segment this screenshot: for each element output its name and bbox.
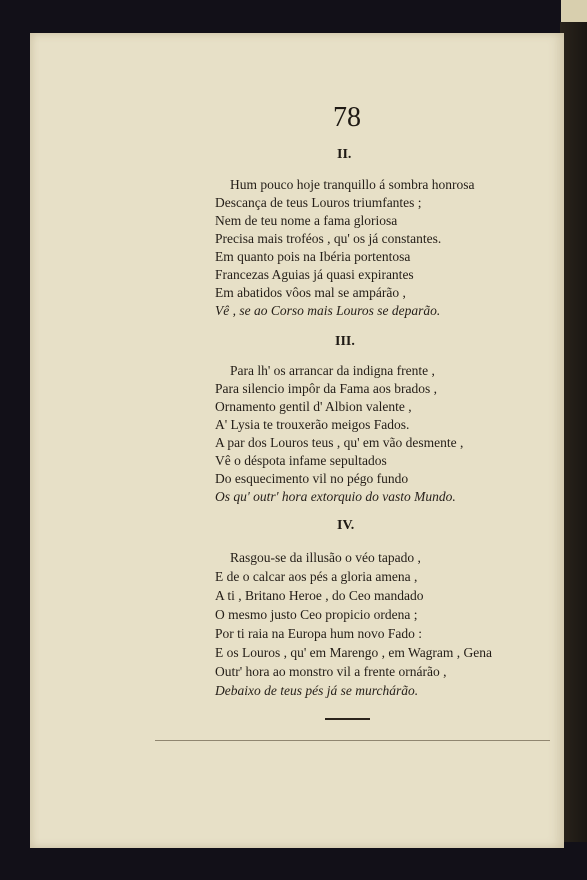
verse-line: E de o calcar aos pés a gloria amena , [215, 569, 418, 584]
verse-line: A' Lysia te trouxerão meigos Fados. [215, 417, 410, 432]
verse-line: Precisa mais troféos , qu' os já constantes. [215, 231, 442, 246]
verse-line: Descança de teus Louros triumfantes ; [215, 195, 422, 210]
verse-line: Francezas Aguias já quasi expirantes [215, 267, 414, 282]
verse-line: Do esquecimento vil no pégo fundo [215, 471, 409, 486]
verse-line: Outr' hora ao monstro vil a frente ornárão , [215, 664, 447, 679]
verse-line: Vê o déspota infame sepultados [215, 453, 387, 468]
verse-line: O mesmo justo Ceo propicio ordena ; [215, 607, 418, 622]
stanza-numeral: IV. [337, 518, 355, 533]
verse-line: Nem de teu nome a fama gloriosa [215, 213, 398, 228]
divider [155, 740, 550, 741]
page-edge [560, 22, 587, 842]
verse-line: Para silencio impôr da Fama aos brados , [215, 381, 437, 396]
verse-line: Por ti raia na Europa hum novo Fado : [215, 626, 422, 641]
verse-line: Ornamento gentil d' Albion valente , [215, 399, 412, 414]
stanza-numeral: II. [337, 147, 352, 162]
verse-line: Rasgou-se da illusão o véo tapado , [230, 550, 421, 565]
verse-line-italic: Os qu' outr' hora extorquio do vasto Mundo. [215, 489, 456, 504]
page-number: 78 [333, 102, 361, 133]
verse-line-italic: Vê , se ao Corso mais Louros se deparão. [215, 303, 441, 318]
verse-line: Em abatidos vôos mal se ampárão , [215, 285, 406, 300]
verse-line-italic: Debaixo de teus pés já se murchárão. [215, 683, 419, 698]
end-rule [325, 718, 370, 720]
verse-line: Hum pouco hoje tranquillo á sombra honrosa [230, 177, 475, 192]
verse-line: Para lh' os arrancar da indigna frente , [230, 363, 435, 378]
verse-line: Em quanto pois na Ibéria portentosa [215, 249, 411, 264]
stanza-numeral: III. [335, 334, 355, 349]
verse-line: E os Louros , qu' em Marengo , em Wagram , Gena [215, 645, 493, 660]
verse-line: A par dos Louros teus , qu' em vão desmente , [215, 435, 464, 450]
verse-line: A ti , Britano Heroe , do Ceo mandado [215, 588, 424, 603]
